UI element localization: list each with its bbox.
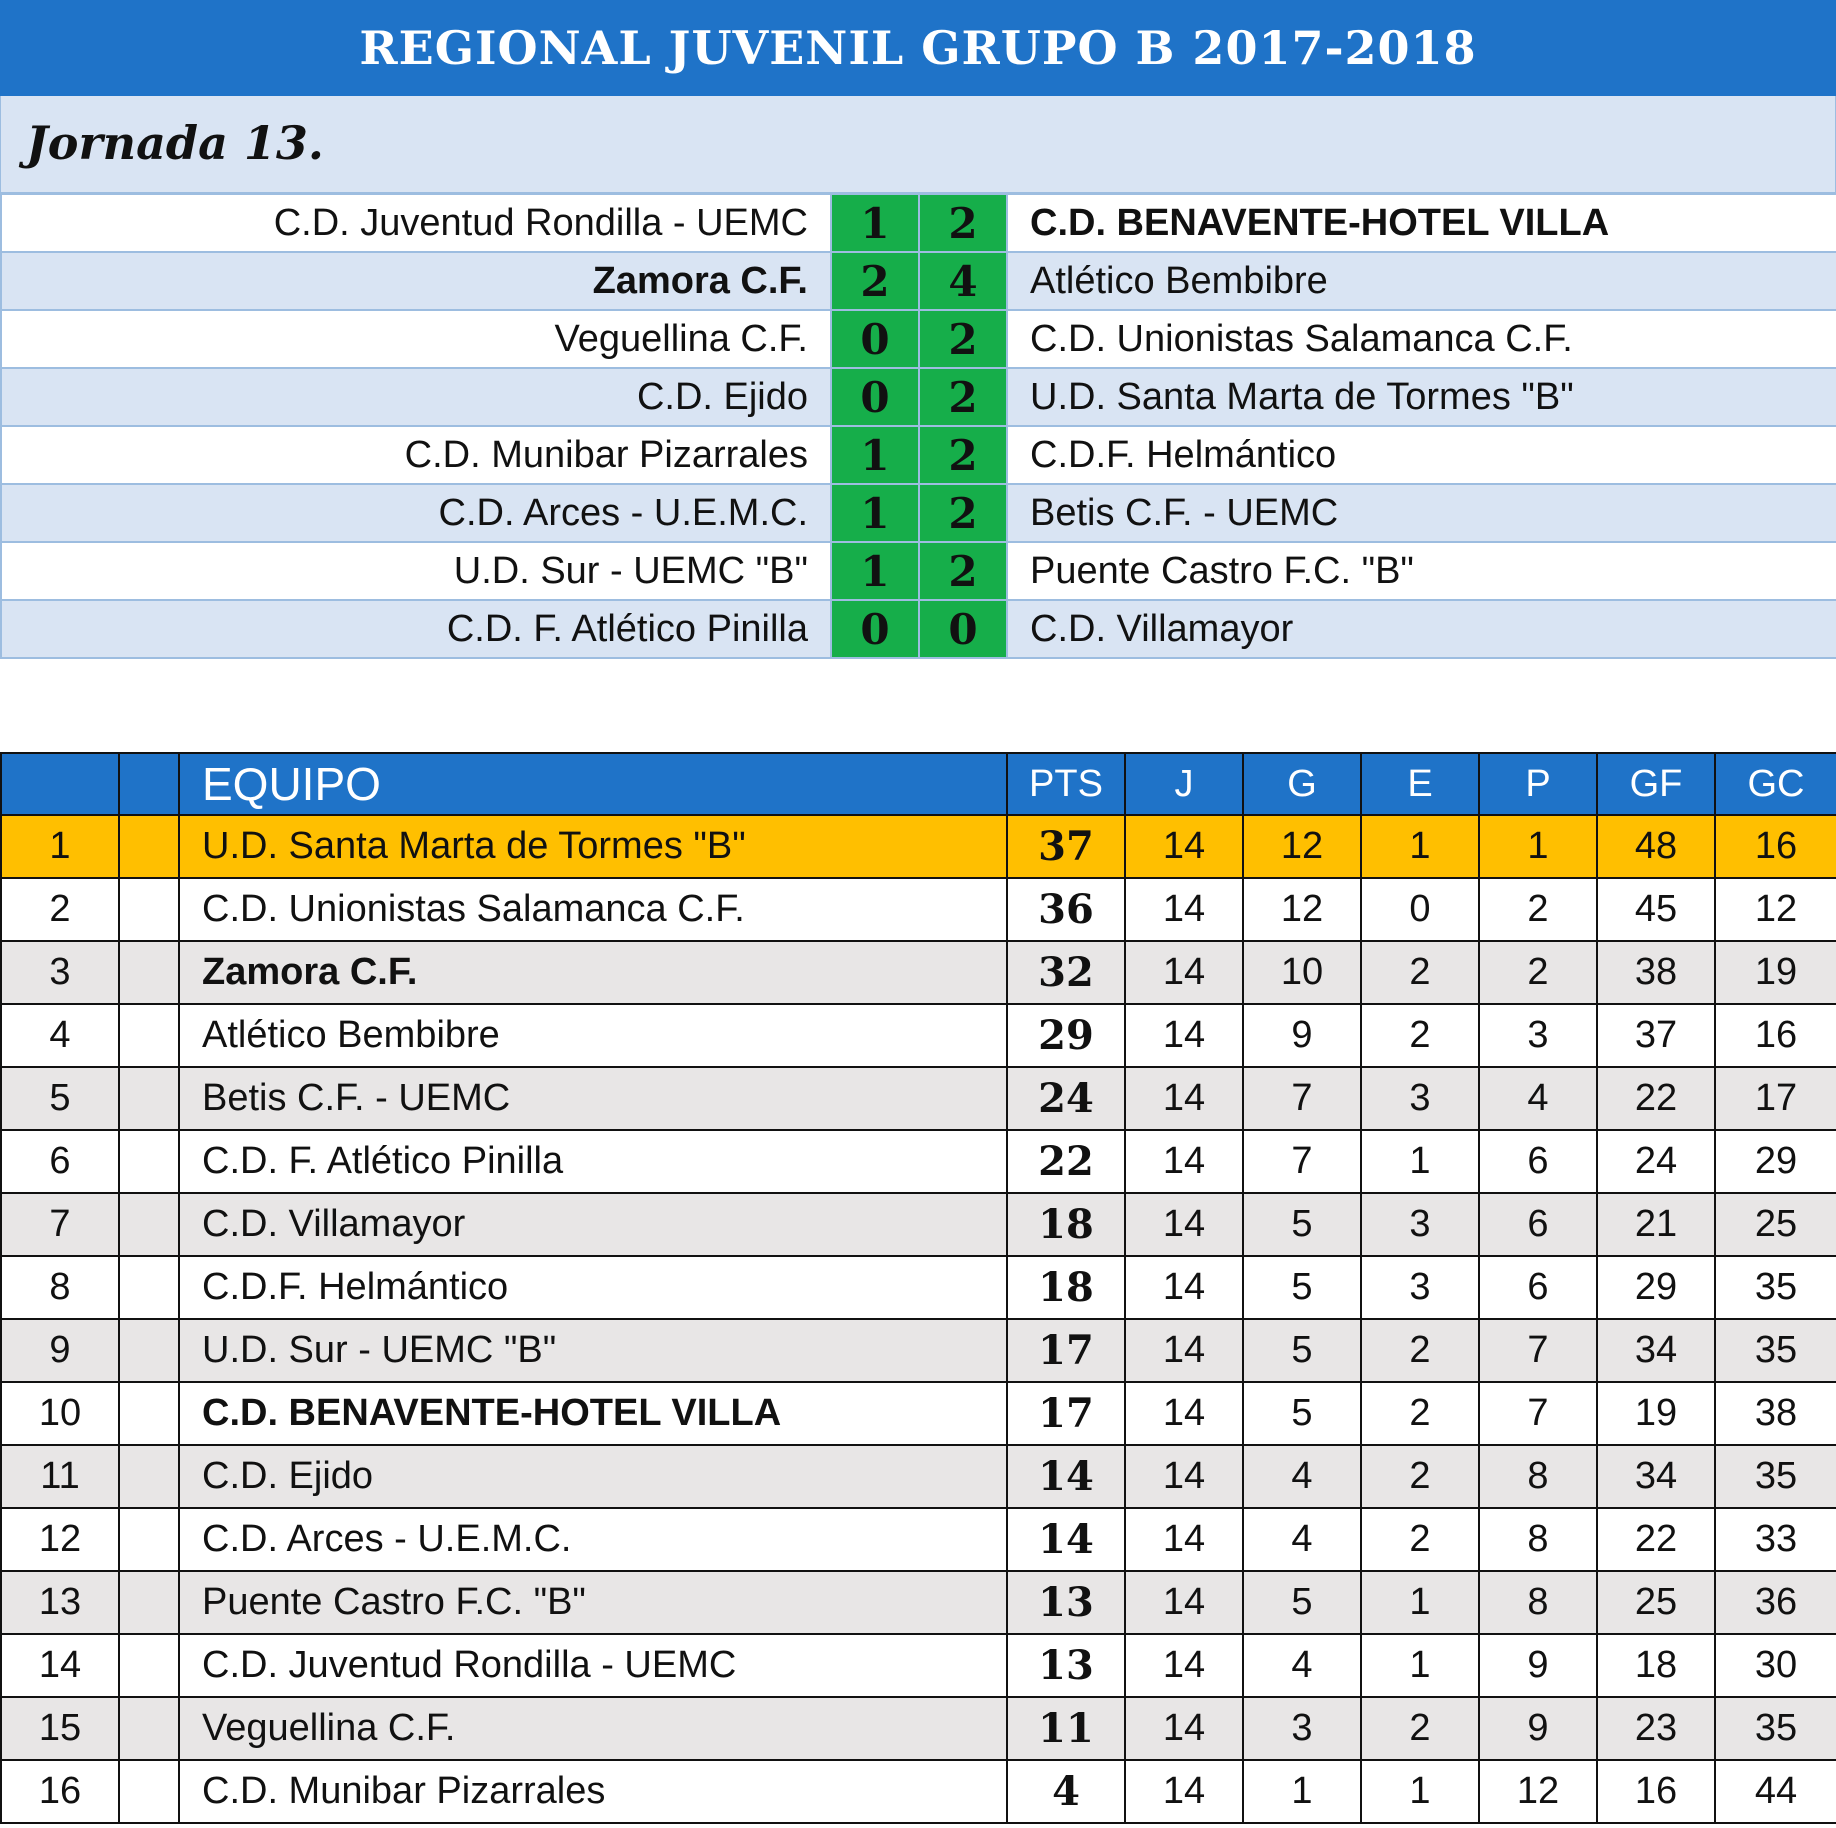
standings-table: [0, 752, 1836, 1824]
match-row: [1, 310, 1836, 368]
marker-cell: [119, 1508, 179, 1571]
away-goals: 2: [919, 542, 1007, 600]
goals-for-cell: 19: [1597, 1382, 1715, 1445]
points-cell: 4: [1007, 1760, 1125, 1823]
drawn-cell: 2: [1361, 941, 1479, 1004]
won-cell: 5: [1243, 1571, 1361, 1634]
position-cell: 6: [1, 1130, 119, 1193]
home-goals: 1: [831, 426, 919, 484]
points-cell: 22: [1007, 1130, 1125, 1193]
goals-against-cell: 12: [1715, 878, 1836, 941]
home-goals: 0: [831, 310, 919, 368]
goals-against-cell: 33: [1715, 1508, 1836, 1571]
won-cell: 4: [1243, 1445, 1361, 1508]
goals-for-cell: 23: [1597, 1697, 1715, 1760]
played-cell: 14: [1125, 1445, 1243, 1508]
position-cell: 12: [1, 1508, 119, 1571]
match-row: [1, 426, 1836, 484]
goals-against-cell: 25: [1715, 1193, 1836, 1256]
match-row: [1, 600, 1836, 658]
standings-row: [1, 1004, 1836, 1067]
match-row: [1, 368, 1836, 426]
lost-cell: 6: [1479, 1193, 1597, 1256]
points-cell: 11: [1007, 1697, 1125, 1760]
goals-for-cell: 45: [1597, 878, 1715, 941]
standings-row: [1, 1130, 1836, 1193]
position-cell: 10: [1, 1382, 119, 1445]
won-cell: 4: [1243, 1634, 1361, 1697]
matchday-label: Jornada 13.: [26, 116, 324, 170]
team-cell: Puente Castro F.C. "B": [179, 1571, 1007, 1634]
away-goals: 2: [919, 368, 1007, 426]
played-cell: 14: [1125, 1130, 1243, 1193]
team-cell: Veguellina C.F.: [179, 1697, 1007, 1760]
team-cell: U.D. Santa Marta de Tormes "B": [179, 815, 1007, 878]
team-cell: C.D. Ejido: [179, 1445, 1007, 1508]
team-cell: C.D. Arces - U.E.M.C.: [179, 1508, 1007, 1571]
standings-row: [1, 1634, 1836, 1697]
goals-for-cell: 34: [1597, 1319, 1715, 1382]
goals-for-cell: 22: [1597, 1067, 1715, 1130]
goals-against-cell: 35: [1715, 1319, 1836, 1382]
position-cell: 7: [1, 1193, 119, 1256]
results-table: [0, 193, 1836, 659]
home-goals: 0: [831, 600, 919, 658]
away-team: Atlético Bembibre: [1007, 252, 1836, 310]
drawn-cell: 3: [1361, 1256, 1479, 1319]
goals-for-cell: 37: [1597, 1004, 1715, 1067]
played-cell: 14: [1125, 1697, 1243, 1760]
team-cell: C.D. Munibar Pizarrales: [179, 1760, 1007, 1823]
goals-for-cell: 34: [1597, 1445, 1715, 1508]
position-cell: 14: [1, 1634, 119, 1697]
standings-header-row: [1, 753, 1836, 815]
standings-row: [1, 1193, 1836, 1256]
played-header: J: [1125, 753, 1243, 815]
away-team: Betis C.F. - UEMC: [1007, 484, 1836, 542]
points-cell: 14: [1007, 1445, 1125, 1508]
lost-header: P: [1479, 753, 1597, 815]
standings-row: [1, 1508, 1836, 1571]
lost-cell: 3: [1479, 1004, 1597, 1067]
home-team: Veguellina C.F.: [1, 310, 831, 368]
goals-for-header: GF: [1597, 753, 1715, 815]
home-goals: 2: [831, 252, 919, 310]
position-cell: 9: [1, 1319, 119, 1382]
team-cell: Betis C.F. - UEMC: [179, 1067, 1007, 1130]
played-cell: 14: [1125, 1004, 1243, 1067]
won-cell: 5: [1243, 1193, 1361, 1256]
points-cell: 18: [1007, 1256, 1125, 1319]
points-cell: 37: [1007, 815, 1125, 878]
played-cell: 14: [1125, 1319, 1243, 1382]
goals-for-cell: 22: [1597, 1508, 1715, 1571]
team-cell: C.D. Juventud Rondilla - UEMC: [179, 1634, 1007, 1697]
lost-cell: 12: [1479, 1760, 1597, 1823]
team-cell: C.D.F. Helmántico: [179, 1256, 1007, 1319]
drawn-header: E: [1361, 753, 1479, 815]
points-cell: 32: [1007, 941, 1125, 1004]
marker-cell: [119, 1445, 179, 1508]
points-cell: 13: [1007, 1571, 1125, 1634]
position-cell: 11: [1, 1445, 119, 1508]
points-cell: 29: [1007, 1004, 1125, 1067]
standings-row: [1, 1760, 1836, 1823]
drawn-cell: 3: [1361, 1067, 1479, 1130]
lost-cell: 1: [1479, 815, 1597, 878]
match-row: [1, 542, 1836, 600]
marker-cell: [119, 1130, 179, 1193]
position-cell: 4: [1, 1004, 119, 1067]
won-cell: 7: [1243, 1130, 1361, 1193]
goals-for-cell: 16: [1597, 1760, 1715, 1823]
standings-row: [1, 878, 1836, 941]
away-goals: 2: [919, 484, 1007, 542]
league-title: REGIONAL JUVENIL GRUPO B 2017-2018: [0, 0, 1836, 96]
marker-cell: [119, 815, 179, 878]
goals-for-cell: 24: [1597, 1130, 1715, 1193]
away-team: C.D. BENAVENTE-HOTEL VILLA: [1007, 194, 1836, 252]
home-goals: 1: [831, 194, 919, 252]
lost-cell: 7: [1479, 1382, 1597, 1445]
home-team: U.D. Sur - UEMC "B": [1, 542, 831, 600]
home-team: C.D. Juventud Rondilla - UEMC: [1, 194, 831, 252]
played-cell: 14: [1125, 1067, 1243, 1130]
marker-cell: [119, 1193, 179, 1256]
standings-row: [1, 1382, 1836, 1445]
lost-cell: 8: [1479, 1571, 1597, 1634]
lost-cell: 8: [1479, 1445, 1597, 1508]
team-cell: C.D. Villamayor: [179, 1193, 1007, 1256]
drawn-cell: 2: [1361, 1445, 1479, 1508]
team-cell: C.D. Unionistas Salamanca C.F.: [179, 878, 1007, 941]
position-cell: 15: [1, 1697, 119, 1760]
position-cell: 2: [1, 878, 119, 941]
played-cell: 14: [1125, 1508, 1243, 1571]
goals-against-cell: 30: [1715, 1634, 1836, 1697]
won-cell: 12: [1243, 878, 1361, 941]
position-cell: 3: [1, 941, 119, 1004]
goals-against-cell: 44: [1715, 1760, 1836, 1823]
home-team: C.D. F. Atlético Pinilla: [1, 600, 831, 658]
marker-header: [119, 753, 179, 815]
lost-cell: 2: [1479, 941, 1597, 1004]
points-cell: 17: [1007, 1382, 1125, 1445]
played-cell: 14: [1125, 941, 1243, 1004]
marker-cell: [119, 1319, 179, 1382]
played-cell: 14: [1125, 815, 1243, 878]
match-row: [1, 194, 1836, 252]
home-team: Zamora C.F.: [1, 252, 831, 310]
drawn-cell: 0: [1361, 878, 1479, 941]
points-header: PTS: [1007, 753, 1125, 815]
lost-cell: 6: [1479, 1130, 1597, 1193]
position-cell: 5: [1, 1067, 119, 1130]
position-cell: 16: [1, 1760, 119, 1823]
points-cell: 17: [1007, 1319, 1125, 1382]
drawn-cell: 2: [1361, 1697, 1479, 1760]
goals-against-cell: 16: [1715, 815, 1836, 878]
home-team: C.D. Munibar Pizarrales: [1, 426, 831, 484]
drawn-cell: 1: [1361, 1760, 1479, 1823]
drawn-cell: 1: [1361, 1571, 1479, 1634]
goals-against-cell: 35: [1715, 1256, 1836, 1319]
won-cell: 7: [1243, 1067, 1361, 1130]
points-cell: 36: [1007, 878, 1125, 941]
won-cell: 12: [1243, 815, 1361, 878]
goals-against-cell: 35: [1715, 1697, 1836, 1760]
team-cell: Zamora C.F.: [179, 941, 1007, 1004]
marker-cell: [119, 1760, 179, 1823]
team-header: EQUIPO: [179, 753, 1007, 815]
team-cell: U.D. Sur - UEMC "B": [179, 1319, 1007, 1382]
away-team: C.D. Unionistas Salamanca C.F.: [1007, 310, 1836, 368]
marker-cell: [119, 941, 179, 1004]
away-goals: 2: [919, 194, 1007, 252]
match-row: [1, 484, 1836, 542]
goals-for-cell: 25: [1597, 1571, 1715, 1634]
home-team: C.D. Arces - U.E.M.C.: [1, 484, 831, 542]
team-cell: C.D. F. Atlético Pinilla: [179, 1130, 1007, 1193]
away-team: U.D. Santa Marta de Tormes "B": [1007, 368, 1836, 426]
drawn-cell: 2: [1361, 1382, 1479, 1445]
matchday-banner: [0, 96, 1836, 193]
drawn-cell: 1: [1361, 815, 1479, 878]
standings-row: [1, 1256, 1836, 1319]
position-cell: 13: [1, 1571, 119, 1634]
match-row: [1, 252, 1836, 310]
goals-for-cell: 18: [1597, 1634, 1715, 1697]
marker-cell: [119, 1004, 179, 1067]
standings-row: [1, 815, 1836, 878]
won-header: G: [1243, 753, 1361, 815]
won-cell: 5: [1243, 1256, 1361, 1319]
drawn-cell: 2: [1361, 1004, 1479, 1067]
points-cell: 18: [1007, 1193, 1125, 1256]
home-team: C.D. Ejido: [1, 368, 831, 426]
won-cell: 4: [1243, 1508, 1361, 1571]
marker-cell: [119, 1067, 179, 1130]
marker-cell: [119, 1382, 179, 1445]
played-cell: 14: [1125, 878, 1243, 941]
lost-cell: 4: [1479, 1067, 1597, 1130]
goals-against-cell: 16: [1715, 1004, 1836, 1067]
played-cell: 14: [1125, 1256, 1243, 1319]
won-cell: 10: [1243, 941, 1361, 1004]
goals-against-cell: 36: [1715, 1571, 1836, 1634]
away-team: C.D. Villamayor: [1007, 600, 1836, 658]
goals-for-cell: 38: [1597, 941, 1715, 1004]
goals-against-cell: 29: [1715, 1130, 1836, 1193]
team-cell: Atlético Bembibre: [179, 1004, 1007, 1067]
played-cell: 14: [1125, 1634, 1243, 1697]
won-cell: 1: [1243, 1760, 1361, 1823]
goals-for-cell: 29: [1597, 1256, 1715, 1319]
won-cell: 5: [1243, 1382, 1361, 1445]
drawn-cell: 3: [1361, 1193, 1479, 1256]
played-cell: 14: [1125, 1193, 1243, 1256]
home-goals: 1: [831, 484, 919, 542]
lost-cell: 6: [1479, 1256, 1597, 1319]
drawn-cell: 1: [1361, 1130, 1479, 1193]
won-cell: 3: [1243, 1697, 1361, 1760]
played-cell: 14: [1125, 1760, 1243, 1823]
standings-row: [1, 1445, 1836, 1508]
home-goals: 1: [831, 542, 919, 600]
away-goals: 0: [919, 600, 1007, 658]
marker-cell: [119, 878, 179, 941]
position-cell: 1: [1, 815, 119, 878]
standings-row: [1, 1319, 1836, 1382]
goals-against-cell: 35: [1715, 1445, 1836, 1508]
position-cell: 8: [1, 1256, 119, 1319]
played-cell: 14: [1125, 1571, 1243, 1634]
goals-against-cell: 38: [1715, 1382, 1836, 1445]
goals-against-cell: 17: [1715, 1067, 1836, 1130]
marker-cell: [119, 1634, 179, 1697]
standings-row: [1, 1697, 1836, 1760]
goals-for-cell: 48: [1597, 815, 1715, 878]
position-header: [1, 753, 119, 815]
team-cell: C.D. BENAVENTE-HOTEL VILLA: [179, 1382, 1007, 1445]
marker-cell: [119, 1256, 179, 1319]
goals-against-cell: 19: [1715, 941, 1836, 1004]
standings-row: [1, 941, 1836, 1004]
away-goals: 2: [919, 426, 1007, 484]
home-goals: 0: [831, 368, 919, 426]
standings-row: [1, 1067, 1836, 1130]
away-team: C.D.F. Helmántico: [1007, 426, 1836, 484]
lost-cell: 9: [1479, 1697, 1597, 1760]
lost-cell: 9: [1479, 1634, 1597, 1697]
marker-cell: [119, 1571, 179, 1634]
points-cell: 13: [1007, 1634, 1125, 1697]
standings-row: [1, 1571, 1836, 1634]
away-team: Puente Castro F.C. "B": [1007, 542, 1836, 600]
lost-cell: 7: [1479, 1319, 1597, 1382]
goals-against-header: GC: [1715, 753, 1836, 815]
played-cell: 14: [1125, 1382, 1243, 1445]
lost-cell: 2: [1479, 878, 1597, 941]
away-goals: 4: [919, 252, 1007, 310]
drawn-cell: 1: [1361, 1634, 1479, 1697]
points-cell: 24: [1007, 1067, 1125, 1130]
marker-cell: [119, 1697, 179, 1760]
won-cell: 5: [1243, 1319, 1361, 1382]
drawn-cell: 2: [1361, 1319, 1479, 1382]
away-goals: 2: [919, 310, 1007, 368]
won-cell: 9: [1243, 1004, 1361, 1067]
goals-for-cell: 21: [1597, 1193, 1715, 1256]
lost-cell: 8: [1479, 1508, 1597, 1571]
points-cell: 14: [1007, 1508, 1125, 1571]
drawn-cell: 2: [1361, 1508, 1479, 1571]
